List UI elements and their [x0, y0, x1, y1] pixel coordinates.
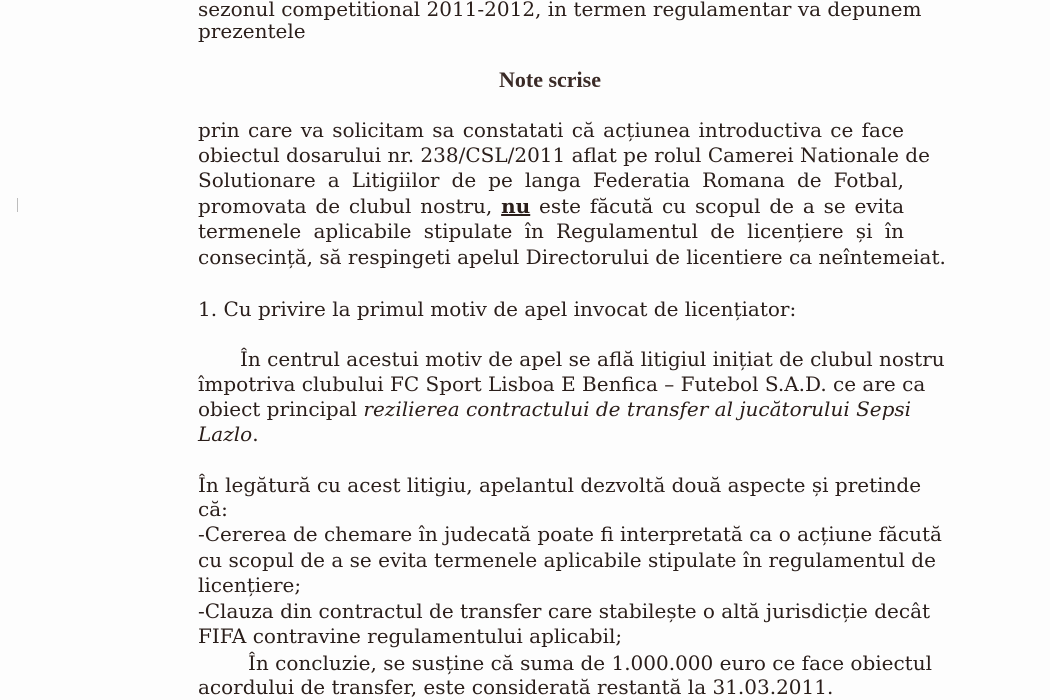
- paragraph-2-line-3-start: obiect principal: [198, 397, 364, 421]
- paragraph-1-line-3: Solutionare a Litigiilor de pe langa Federatia Romana de Fotbal,: [198, 168, 904, 192]
- scan-edge-mark: [17, 198, 18, 212]
- paragraph-2-italic-name: Lazlo: [198, 422, 253, 446]
- paragraph-3-line-6: -Clauza din contractul de transfer care stabilește o altă jurisdicție decât: [198, 599, 931, 623]
- paragraph-3-line-2: că:: [198, 497, 228, 521]
- paragraph-2-line-2: împotriva clubului FC Sport Lisboa E Benfica – Futebol S.A.D. ce are ca: [198, 372, 926, 396]
- paragraph-1-line-4-start: promovata de clubul nostru,: [198, 194, 502, 218]
- paragraph-2-italic-text: rezilierea contractului de transfer al jucătorului Sepsi: [363, 397, 912, 421]
- paragraph-1-line-5: termenele aplicabile stipulate în Regulamentul de licențiere și în: [198, 219, 904, 243]
- paragraph-3-line-7: FIFA contravine regulamentului aplicabil;: [198, 624, 623, 648]
- emphasis-nu: nu: [501, 194, 531, 218]
- paragraph-3-line-1: În legătură cu acest litigiu, apelantul dezvoltă două aspecte și pretinde: [198, 473, 922, 497]
- paragraph-3-line-9: acordului de transfer, este considerată restantă la 31.03.2011.: [198, 675, 834, 699]
- point-1-heading: 1. Cu privire la primul motiv de apel invocat de licențiator:: [198, 297, 797, 321]
- text-line-intro-1: sezonul competitional 2011-2012, in termen regulamentar va depunem: [198, 0, 922, 21]
- paragraph-1-line-1: prin care va solicitam sa constatati că acțiunea introductiva ce face: [198, 118, 904, 142]
- paragraph-2-line-4: [198, 422, 904, 447]
- paragraph-2-line-1: În centrul acestui motiv de apel se află litigiul inițiat de clubul nostru: [240, 347, 945, 371]
- paragraph-2-line-3: [198, 397, 912, 422]
- paragraph-1-line-4-end: este făcută cu scopul de a se evita: [530, 194, 904, 218]
- paragraph-2-line-4-end: .: [252, 422, 259, 446]
- paragraph-3-line-8: În concluzie, se susține că suma de 1.000.000 euro ce face obiectul: [248, 651, 932, 675]
- paragraph-3-line-3: -Cererea de chemare în judecată poate fi interpretată ca o acțiune făcută: [198, 522, 942, 546]
- paragraph-1-line-6: consecință, să respingeti apelul Directorului de licentiere ca neîntemeiat.: [198, 245, 946, 269]
- text-line-intro-2: prezentele: [198, 19, 306, 43]
- document-heading: Note scrise: [498, 67, 601, 92]
- paragraph-3-line-4: cu scopul de a se evita termenele aplicabile stipulate în regulamentul de: [198, 548, 936, 572]
- paragraph-3-line-5: licențiere;: [198, 573, 302, 597]
- paragraph-1-line-2: obiectul dosarului nr. 238/CSL/2011 aflat pe rolul Camerei Nationale de: [198, 143, 930, 167]
- paragraph-1-line-4: [198, 194, 904, 219]
